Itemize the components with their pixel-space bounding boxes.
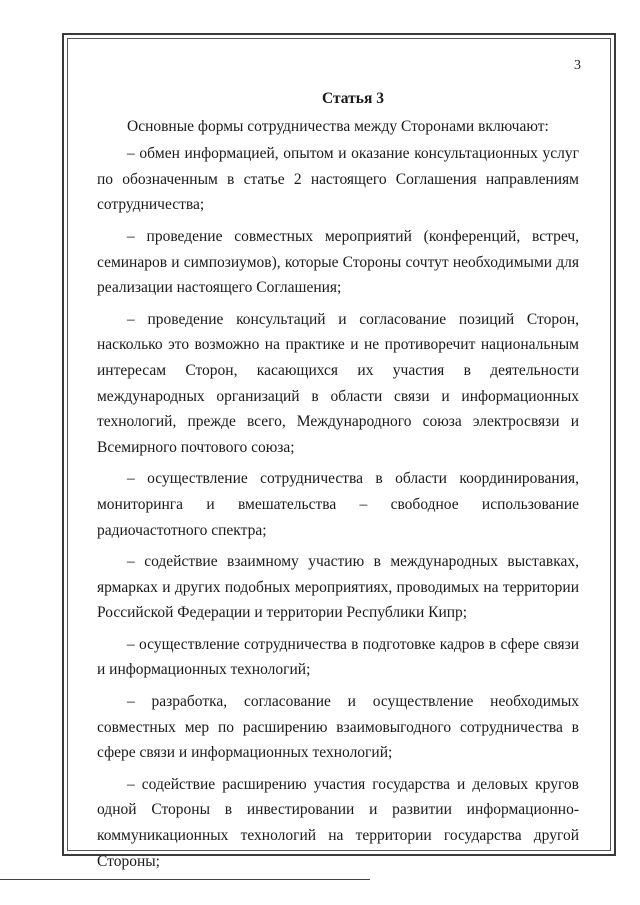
article-item: – разработка, согласование и осуществление необходимых совместных мер по расширению взаимовыгодного сотрудничества в сфере связи и информационных технологий; bbox=[97, 693, 579, 762]
page-number: 3 bbox=[574, 58, 581, 73]
document-body bbox=[97, 86, 579, 880]
article-item: – обмен информацией, опытом и оказание консультационных услуг по обозначенным в статье 2 настоящего Соглашения направлениям сотрудничества; bbox=[97, 145, 579, 214]
article-item: – проведение консультаций и согласование позиций Сторон, насколько это возможно на практике и не противоречит национальным интересам Сторон, касающихся их участия в деятельности международных организаций в области связи и информационных технологий, прежде всего, Международного союза электросвязи и Всемирного почтового союза; bbox=[97, 310, 579, 456]
article-item: – осуществление сотрудничества в области координирования, мониторинга и вмешательства – свободное использование радиочастотного спектра; bbox=[97, 470, 579, 539]
article-item: – содействие взаимному участию в международных выставках, ярмарках и других подобных мероприятиях, проводимых на территории Российской Федерации и территории Республики Кипр; bbox=[97, 553, 579, 622]
article-title: Статья 3 bbox=[322, 90, 384, 107]
article-item: – осуществление сотрудничества в подготовке кадров в сфере связи и информационных технологий; bbox=[97, 635, 579, 679]
article-item: – содействие расширению участия государства и деловых кругов одной Стороны в инвестировании и развитии информационно-коммуникационных технологий на территории государства другой Стороны; bbox=[97, 775, 579, 870]
article-item: – проведение совместных мероприятий (конференций, встреч, семинаров и симпозиумов), которые Стороны сочтут необходимыми для реализации настоящего Соглашения; bbox=[97, 227, 579, 297]
article-intro: Основные формы сотрудничества между Сторонами включают: bbox=[127, 117, 549, 135]
scan-edge-line bbox=[0, 879, 370, 880]
